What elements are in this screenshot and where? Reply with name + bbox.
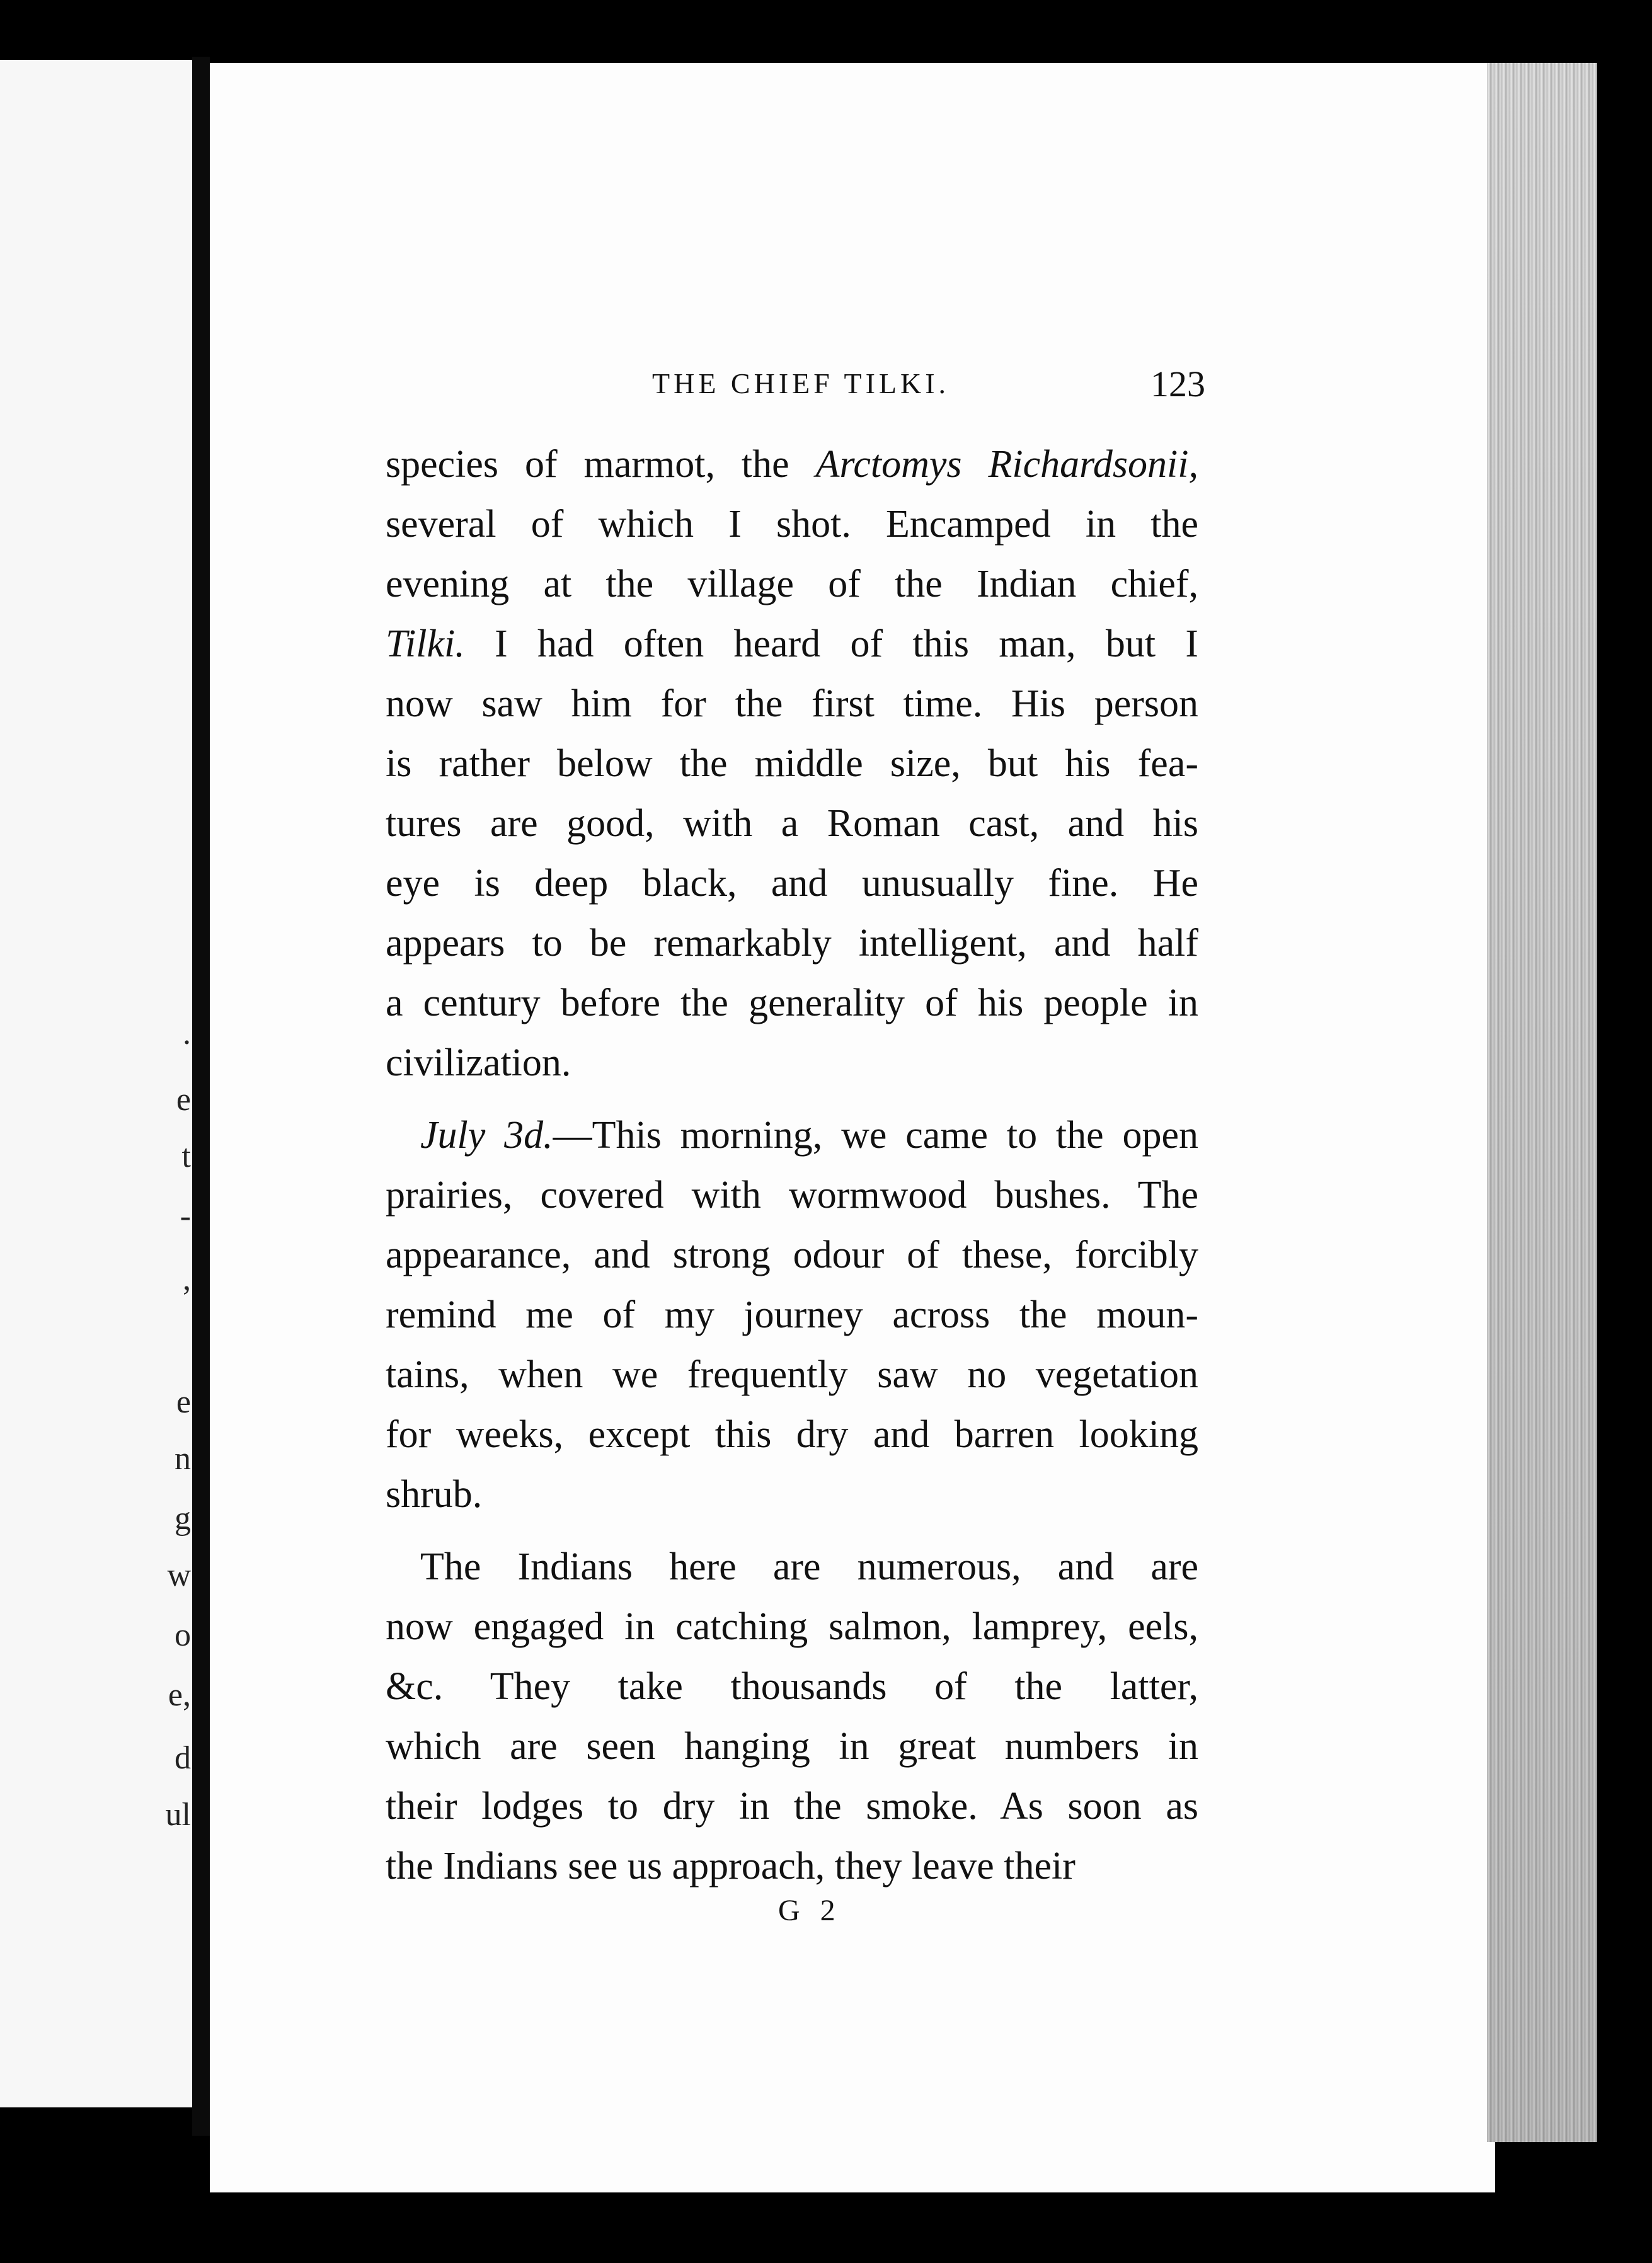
text-run: eye is deep black, and unusually fine. He <box>386 862 1198 905</box>
text-line <box>386 1345 1198 1405</box>
text-line <box>386 973 1198 1033</box>
text-run: appearance, and strong odour of these, forcibly <box>386 1234 1198 1276</box>
text-run: species of marmot, the <box>386 443 816 486</box>
text-run: now engaged in catching salmon, lamprey, eels, <box>386 1605 1198 1648</box>
text-line <box>386 914 1198 973</box>
text-line <box>386 1285 1198 1345</box>
facing-page-letter: ul <box>165 1797 191 1833</box>
text-line <box>386 854 1198 914</box>
text-run: which are seen hanging in great numbers in <box>386 1725 1198 1768</box>
facing-page-fragment <box>0 60 196 2107</box>
italic-text: July 3d. <box>420 1114 553 1157</box>
text-line <box>386 1717 1198 1777</box>
text-line <box>386 734 1198 794</box>
text-line <box>386 1405 1198 1465</box>
text-line <box>386 495 1198 554</box>
text-run: appears to be remarkably intelligent, and half <box>386 922 1198 965</box>
text-line <box>386 1657 1198 1717</box>
text-run: tains, when we frequently saw no vegetation <box>386 1353 1198 1396</box>
text-run: the Indians see us approach, they leave their <box>386 1845 1076 1888</box>
facing-page-letter: . <box>183 1016 191 1051</box>
text-run: several of which I shot. Encamped in the <box>386 503 1198 546</box>
facing-page-letter: w <box>167 1557 191 1593</box>
facing-page-letter: , <box>183 1261 191 1297</box>
text-run: their lodges to dry in the smoke. As soon as <box>386 1785 1198 1828</box>
facing-page-letter: e <box>176 1384 191 1420</box>
facing-page-letter: t <box>181 1138 191 1174</box>
text-line <box>386 614 1198 674</box>
text-run: a century before the generality of his people in <box>386 982 1198 1024</box>
text-run: tures are good, with a Roman cast, and his <box>386 802 1198 845</box>
paragraph <box>386 435 1198 1093</box>
text-line <box>386 1597 1198 1657</box>
italic-text: Arctomys Richardsonii, <box>815 443 1198 486</box>
text-line <box>386 1537 1198 1597</box>
page-number: 123 <box>1150 364 1205 404</box>
text-run: for weeks, except this dry and barren looking <box>386 1413 1198 1456</box>
text-run: shrub. <box>386 1473 483 1516</box>
text-run: —This morning, we came to the open <box>553 1114 1199 1157</box>
text-line <box>386 1836 1198 1896</box>
text-line <box>386 1106 1198 1166</box>
text-line <box>386 435 1198 495</box>
facing-page-letter: e <box>176 1082 191 1118</box>
paragraph <box>386 1106 1198 1525</box>
text-run: The Indians here are numerous, and are <box>420 1545 1198 1588</box>
text-line <box>386 1166 1198 1225</box>
text-line <box>386 554 1198 614</box>
text-line <box>386 794 1198 854</box>
text-run: prairies, covered with wormwood bushes. The <box>386 1174 1198 1217</box>
text-run: &c. They take thousands of the latter, <box>386 1665 1198 1708</box>
facing-page-letter: d <box>175 1740 191 1776</box>
text-run: I had often heard of this man, but I <box>464 622 1198 665</box>
page-edge-stack <box>1487 63 1597 2142</box>
text-line <box>386 1225 1198 1285</box>
text-line <box>386 1465 1198 1525</box>
body-text <box>386 435 1198 1896</box>
facing-page-letter: g <box>175 1501 191 1537</box>
text-run: civilization. <box>386 1041 571 1084</box>
facing-page-letter: - <box>180 1198 191 1234</box>
text-run: is rather below the middle size, but his fea- <box>386 742 1198 785</box>
running-head: THE CHIEF TILKI. <box>652 367 950 399</box>
signature-mark: G 2 <box>778 1894 842 1927</box>
text-line <box>386 1033 1198 1093</box>
text-line <box>386 1777 1198 1836</box>
book-gutter <box>192 57 210 2136</box>
text-line <box>386 674 1198 734</box>
facing-page-letter: n <box>175 1441 191 1477</box>
text-run: now saw him for the first time. His person <box>386 682 1198 725</box>
paragraph <box>386 1537 1198 1896</box>
text-run: remind me of my journey across the moun- <box>386 1293 1198 1336</box>
facing-page-letter: o <box>175 1617 191 1653</box>
facing-page-letter: e, <box>168 1677 191 1713</box>
italic-text: Tilki. <box>386 622 465 665</box>
text-run: evening at the village of the Indian chief, <box>386 563 1198 605</box>
